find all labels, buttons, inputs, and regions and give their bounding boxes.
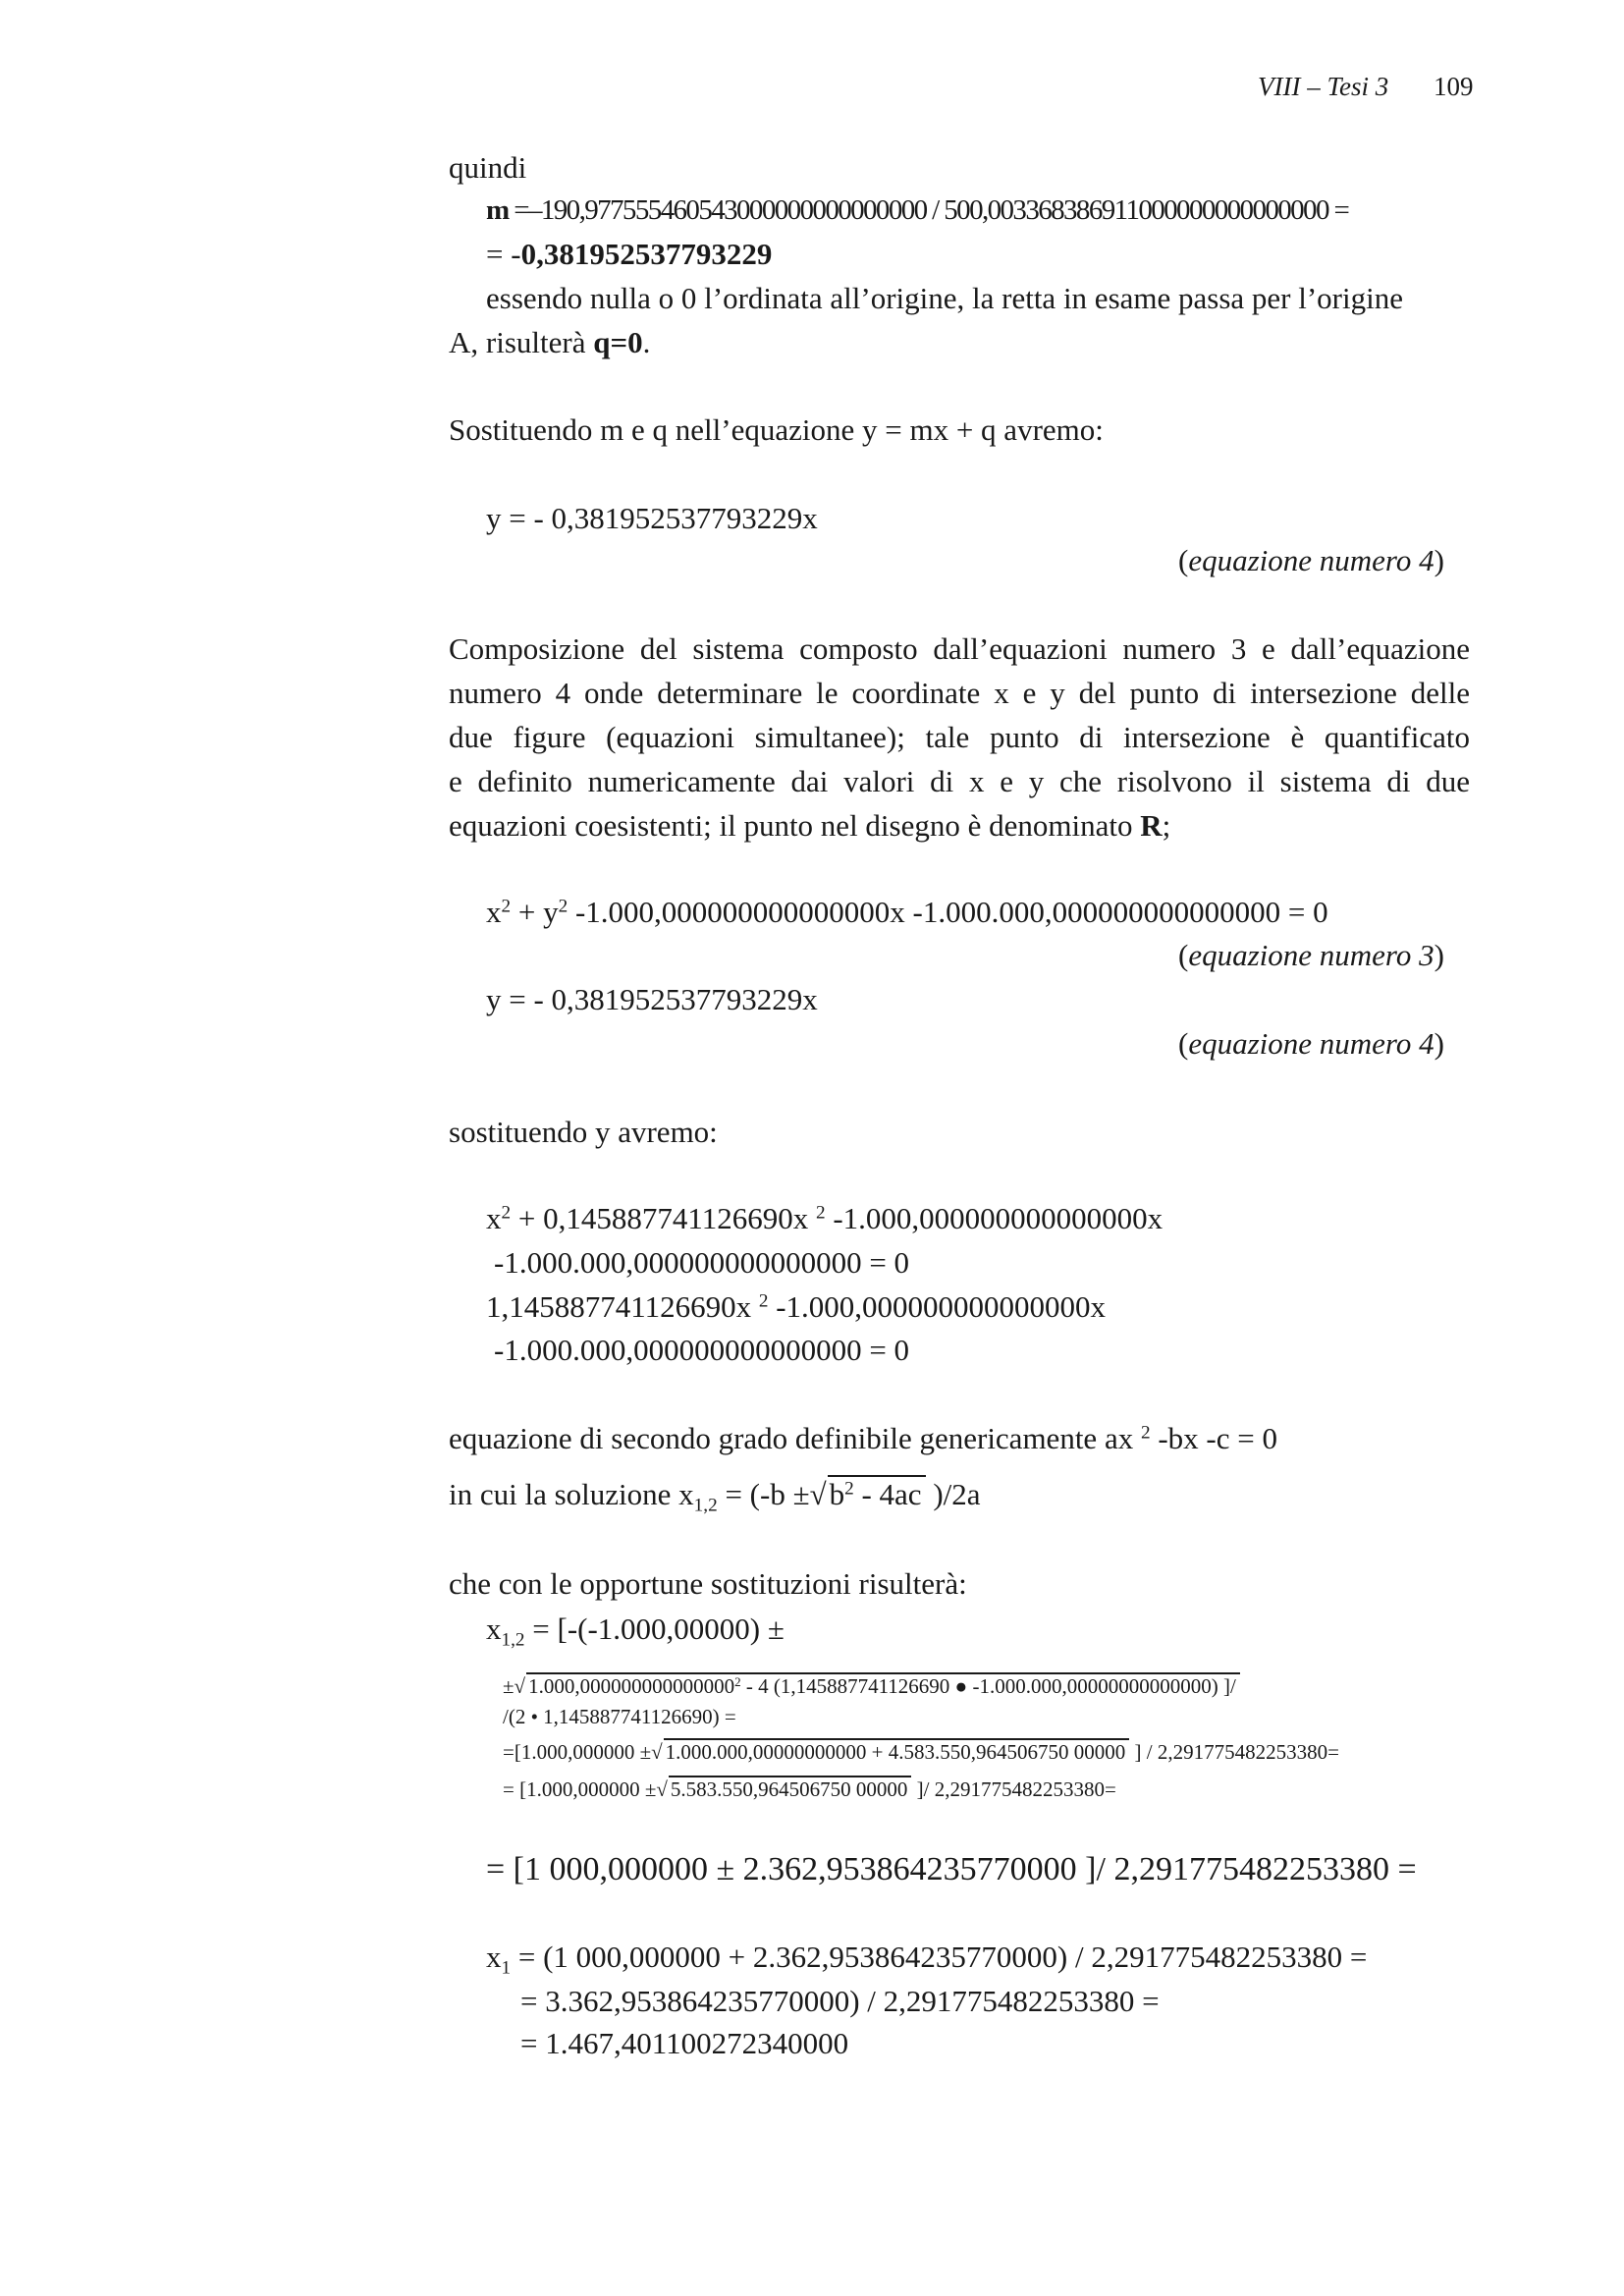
formula-line	[449, 1475, 981, 1516]
square-root	[514, 1672, 1240, 1697]
eq-part: -1.000,000000000000000x	[768, 1289, 1107, 1324]
paren: (	[1178, 543, 1189, 577]
paren: (	[1178, 938, 1189, 972]
page-number: 109	[1434, 72, 1474, 101]
formula-line: = 1.467,401100272340000	[520, 2026, 849, 2060]
text-fragment: equazioni coesistenti; il punto nel disegno è denominato	[449, 808, 1141, 843]
exponent: 2	[1140, 1422, 1151, 1444]
equation	[486, 1291, 1106, 1322]
radicand	[828, 1475, 926, 1509]
paren: )	[1434, 1026, 1444, 1061]
formula-text: = [1.000,000000 ±	[503, 1777, 657, 1801]
equation: -1.000.000,000000000000000 = 0	[494, 1333, 910, 1367]
formula-text: x	[486, 1940, 502, 1974]
formula-line: = 3.362,953864235770000) / 2,291775482253380 =	[520, 1984, 1160, 2018]
radicand	[526, 1672, 1240, 1697]
eq-part: + y	[511, 895, 559, 929]
formula-text: = [1 000,000000	[486, 1851, 717, 1887]
equation-label	[1178, 545, 1444, 575]
label-text: equazione numero 4	[1188, 1026, 1435, 1061]
plus-minus: ±	[716, 1851, 735, 1887]
text-line: essendo nulla o 0 l’ordinata all’origine, la retta in esame passa per l’origine	[486, 281, 1403, 315]
text-line: sostituendo y avremo:	[449, 1115, 718, 1149]
subscript: 1,2	[501, 1629, 525, 1651]
square-root	[656, 1776, 911, 1800]
formula-line	[486, 1940, 1368, 1979]
radical-icon: √	[514, 1674, 526, 1698]
eq-part: -1.000,000000000000000x -1.000.000,000000000000000 = 0	[568, 895, 1328, 929]
equation	[486, 1203, 1163, 1233]
text-fragment: )/2a	[925, 1477, 981, 1511]
formula-text: ]/ 2,291775482253380 =	[1085, 1851, 1417, 1887]
formula-text: ]/ 2,291775482253380=	[911, 1777, 1116, 1801]
text-fragment: equazione di secondo grado definibile genericamente ax	[449, 1421, 1141, 1455]
equation: y = - 0,381952537793229x	[486, 501, 818, 535]
radical-icon: √	[651, 1740, 663, 1764]
equation: -1.000.000,000000000000000 = 0	[494, 1245, 910, 1280]
text-fragment: = (-b ±	[717, 1477, 810, 1511]
formula-line	[486, 239, 772, 269]
paragraph-line	[449, 810, 1170, 841]
equation-label	[1178, 940, 1444, 970]
radicand-text: 1.000,000000000000000	[528, 1674, 735, 1698]
formula-text: =–190,977555460543000000000000000 / 500,003368386911000000000000000 =	[508, 194, 1349, 226]
formula-line	[486, 196, 1348, 225]
exponent: 2	[844, 1478, 854, 1500]
exponent: 2	[815, 1202, 826, 1224]
exponent: 2	[734, 1673, 741, 1689]
eq-part: -1.000,000000000000000x	[825, 1201, 1164, 1235]
formula-line	[503, 1776, 1116, 1800]
text-line: Sostituendo m e q nell’equazione y = mx + q avremo:	[449, 412, 1104, 447]
text-fragment: -bx -c = 0	[1150, 1421, 1277, 1455]
label-text: equazione numero 3	[1188, 938, 1435, 972]
paragraph-line: Composizione del sistema composto dall’equazioni numero 3 e dall’equazione	[449, 631, 1470, 666]
equation: y = - 0,381952537793229x	[486, 982, 818, 1016]
text-line	[449, 327, 650, 357]
exponent: 2	[558, 896, 568, 917]
text-fragment: A, risulterà	[449, 325, 594, 359]
eq-part: + 0,145887741126690x	[511, 1201, 816, 1235]
bold-m: m	[486, 194, 509, 226]
formula-line	[503, 1738, 1339, 1763]
exponent: 2	[501, 896, 512, 917]
bold-q: q=0	[593, 325, 643, 359]
bold-value: 0,381952537793229	[520, 237, 773, 271]
text-line: che con le opportune sostituzioni risulterà:	[449, 1566, 967, 1601]
formula-line	[486, 1853, 1417, 1886]
subscript: 1,2	[693, 1495, 718, 1516]
formula-text: = [-(-1.000,00000) ±	[524, 1612, 785, 1646]
text-fragment: .	[642, 325, 651, 359]
subscript: 1	[501, 1957, 512, 1979]
formula-text: ] / 2,291775482253380=	[1129, 1740, 1339, 1764]
exponent: 2	[758, 1290, 769, 1312]
formula-text: =[1.000,000000 ±	[503, 1740, 652, 1764]
square-root	[810, 1475, 926, 1509]
paragraph-line: due figure (equazioni simultanee); tale punto di intersezione è quantificato	[449, 720, 1470, 754]
equation-label	[1178, 1028, 1444, 1059]
radical-icon: √	[809, 1477, 827, 1511]
text-fragment: in cui la soluzione x	[449, 1477, 694, 1511]
radicand-text: b	[829, 1477, 845, 1511]
formula-text: = -	[486, 237, 521, 271]
paren: (	[1178, 1026, 1189, 1061]
eq-part: 1,145887741126690x	[486, 1289, 759, 1324]
formula-text: 2.362,953864235770000	[734, 1851, 1086, 1887]
radicand: 5.583.550,964506750 00000	[669, 1776, 912, 1800]
equation	[486, 897, 1328, 927]
exponent: 2	[501, 1202, 512, 1224]
formula-text: ±	[503, 1674, 514, 1698]
eq-part: x	[486, 1201, 502, 1235]
text-line	[449, 1423, 1277, 1453]
running-head: VIII – Tesi 3	[1258, 72, 1389, 101]
bold-r: R	[1140, 808, 1163, 843]
formula-line	[503, 1672, 1240, 1697]
formula-text: x	[486, 1612, 502, 1646]
paragraph-line: e definito numericamente dai valori di x e y che risolvono il sistema di due	[449, 764, 1470, 798]
square-root	[651, 1738, 1129, 1763]
paren: )	[1434, 543, 1444, 577]
formula-line	[486, 1612, 785, 1651]
radicand: 1.000.000,00000000000 + 4.583.550,964506750 00000	[664, 1738, 1130, 1763]
label-text: equazione numero 4	[1188, 543, 1435, 577]
radicand-text: - 4 (1,145887741126690 ● -1.000.000,00000000000000) ]/	[740, 1674, 1236, 1698]
text-fragment: ;	[1162, 808, 1171, 843]
eq-part: x	[486, 895, 502, 929]
paragraph-line: numero 4 onde determinare le coordinate x e y del punto di intersezione delle	[449, 676, 1470, 710]
radical-icon: √	[656, 1777, 668, 1801]
formula-line: /(2 • 1,145887741126690) =	[503, 1705, 736, 1728]
paren: )	[1434, 938, 1444, 972]
radicand-text: - 4ac	[853, 1477, 922, 1511]
text-line: quindi	[449, 150, 527, 185]
formula-text: = (1 000,000000 + 2.362,953864235770000) / 2,291775482253380 =	[511, 1940, 1368, 1974]
